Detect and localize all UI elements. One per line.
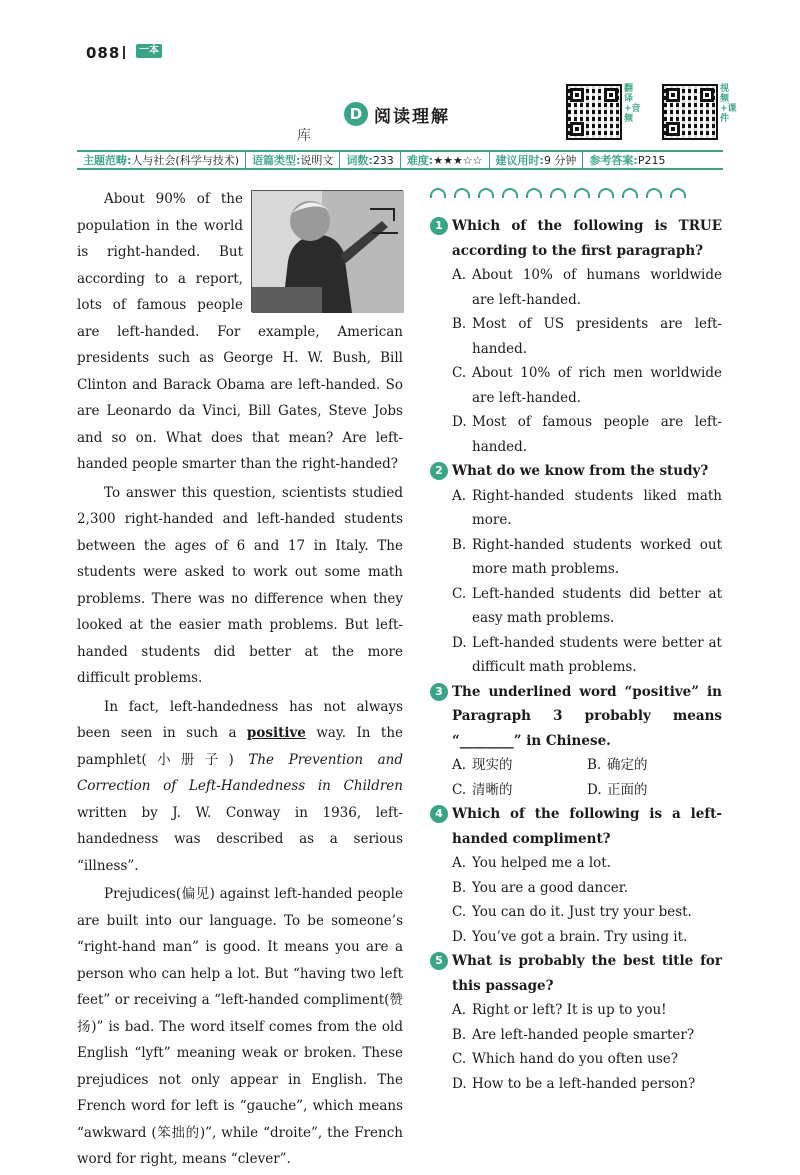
option-b[interactable]: B. Are left-handed people smarter? <box>452 1026 695 1043</box>
paragraph-4: Prejudices(偏见) against left-handed people are built into our language. To be someone’s “right-hand man” is good. It means you are a person who can help a lot. But “having two left feet” or receiving a “left-handed compliment(赞扬)” is bad. The word itself comes from the old English “lyft” meaning weak or broken. These prejudices not only appear in English. The French word for left is “gauche”, which means “awkward (笨拙的)”, while “droite”, the French word for right, means “clever”. <box>77 886 403 1167</box>
qr-finder-icon <box>666 122 680 136</box>
question-stem: Which of the following is TRUE according to the first paragraph? <box>452 218 722 259</box>
ring-icon <box>574 188 590 198</box>
option-c[interactable]: C. Left-handed students did better at easy math problems. <box>452 585 722 626</box>
question-1 <box>430 214 722 459</box>
ring-icon <box>646 188 662 198</box>
brand-logo: 一本 <box>136 44 162 58</box>
question-4 <box>430 802 722 949</box>
section-title: 阅读理解 <box>374 107 450 127</box>
question-number: 1 <box>430 217 448 235</box>
question-number: 5 <box>430 952 448 970</box>
question-stem: The underlined word “positive” in Paragraph 3 probably means “________” in Chinese. <box>452 683 722 749</box>
question-stem: Which of the following is a left-handed compliment? <box>452 806 722 847</box>
question-number: 4 <box>430 805 448 823</box>
stamp-mark: 库 <box>297 128 311 144</box>
qr-finder-icon <box>570 122 584 136</box>
option-a[interactable]: A. Right-handed students liked math more. <box>452 487 722 528</box>
question-stem: What is probably the best title for this passage? <box>452 953 722 994</box>
question-2 <box>430 459 722 680</box>
qr-label-video: 视频+课件 <box>720 84 737 124</box>
info-text-type: 语篇类型: 说明文 <box>245 152 339 168</box>
ring-icon <box>622 188 638 198</box>
question-stem: What do we know from the study? <box>452 463 709 479</box>
option-d[interactable]: D. Most of famous people are left-handed. <box>452 414 722 455</box>
option-c[interactable]: C. About 10% of rich men worldwide are left-handed. <box>452 365 722 406</box>
info-bar <box>77 150 723 170</box>
qr-code-video[interactable] <box>662 84 718 140</box>
ring-icon <box>598 188 614 198</box>
info-suggested-time: 建议用时: 9 分钟 <box>489 152 583 168</box>
option-c[interactable]: C. 清晰的 <box>452 781 513 798</box>
binder-rings <box>430 188 686 198</box>
info-topic: 主题范畴: 人与社会(科学与技术) <box>83 154 239 167</box>
question-5 <box>430 949 722 1096</box>
section-badge: D <box>344 102 368 126</box>
qr-finder-icon <box>666 88 680 102</box>
person-writing-illustration <box>252 191 404 313</box>
question-number: 3 <box>430 683 448 701</box>
ring-icon <box>550 188 566 198</box>
option-d[interactable]: D. 正面的 <box>587 781 648 798</box>
paragraph-3: In fact, left-handedness has not always been seen in such a positive way. In the pamphlet(小册子) The Prevention and Correction of Left-Handedness in Children written by J. W. Conway in 1936, left-handedness was described as a serious “illness”. <box>77 698 404 874</box>
ring-icon <box>502 188 518 198</box>
qr-label-translation: 翻译+音频 <box>624 84 641 124</box>
passage-photo <box>251 190 403 312</box>
option-a[interactable]: A. 现实的 <box>452 757 513 773</box>
reading-passage <box>77 186 403 1175</box>
info-difficulty: 难度: ★★★☆☆ <box>400 152 489 168</box>
option-c[interactable]: C. Which hand do you often use? <box>452 1051 678 1067</box>
underlined-word-positive: positive <box>246 725 306 741</box>
qr-finder-icon <box>570 88 584 102</box>
option-a[interactable]: A. You helped me a lot. <box>452 855 612 871</box>
option-d[interactable]: D. How to be a left-handed person? <box>452 1075 696 1092</box>
question-3 <box>430 680 722 803</box>
pamphlet-title: The Prevention and Correction of Left-Handedness in Children <box>77 751 404 794</box>
paragraph-2: To answer this question, scientists studied 2,300 right-handed and left-handed students between the ages of 6 and 17 in Italy. The students were asked to work out some math problems. There was no difference when they looked at the easier math problems. But left-handed students did better at the more difficult problems. <box>77 484 403 686</box>
ring-icon <box>454 188 470 198</box>
option-a[interactable]: A. About 10% of humans worldwide are left-handed. <box>452 267 722 308</box>
ring-icon <box>478 188 494 198</box>
ring-icon <box>670 188 686 198</box>
option-d[interactable]: D. You’ve got a brain. Try using it. <box>452 928 688 945</box>
paragraph-1: About 90% of the population in the world is right-handed. But according to a report, lots of famous people are left-handed. For example, American presidents such as George H. W. Bush, Bill Clinton and Barack Obama are left-handed. So are Leonardo da Vinci, Bill Gates, Steve Jobs and so on. What does that mean? Are left-handed people smarter than the right-handed? <box>77 191 403 472</box>
option-a[interactable]: A. Right or left? It is up to you! <box>452 1002 667 1018</box>
question-number: 2 <box>430 462 448 480</box>
info-answer-ref: 参考答案: P215 <box>582 152 671 168</box>
qr-finder-icon <box>700 88 714 102</box>
option-b[interactable]: B. Right-handed students worked out more math problems. <box>452 536 722 577</box>
option-c[interactable]: C. You can do it. Just try your best. <box>452 904 692 920</box>
header-divider <box>123 46 125 59</box>
question-list <box>430 214 722 1096</box>
option-b[interactable]: B. 确定的 <box>587 757 648 773</box>
info-word-count: 词数: 233 <box>339 152 399 168</box>
qr-finder-icon <box>604 88 618 102</box>
option-d[interactable]: D. Left-handed students were better at difficult math problems. <box>452 634 722 675</box>
qr-code-translation[interactable] <box>566 84 622 140</box>
ring-icon <box>430 188 446 198</box>
page-number: 088 <box>86 44 121 62</box>
option-b[interactable]: B. Most of US presidents are left-handed. <box>452 316 722 357</box>
option-b[interactable]: B. You are a good dancer. <box>452 879 629 896</box>
ring-icon <box>526 188 542 198</box>
